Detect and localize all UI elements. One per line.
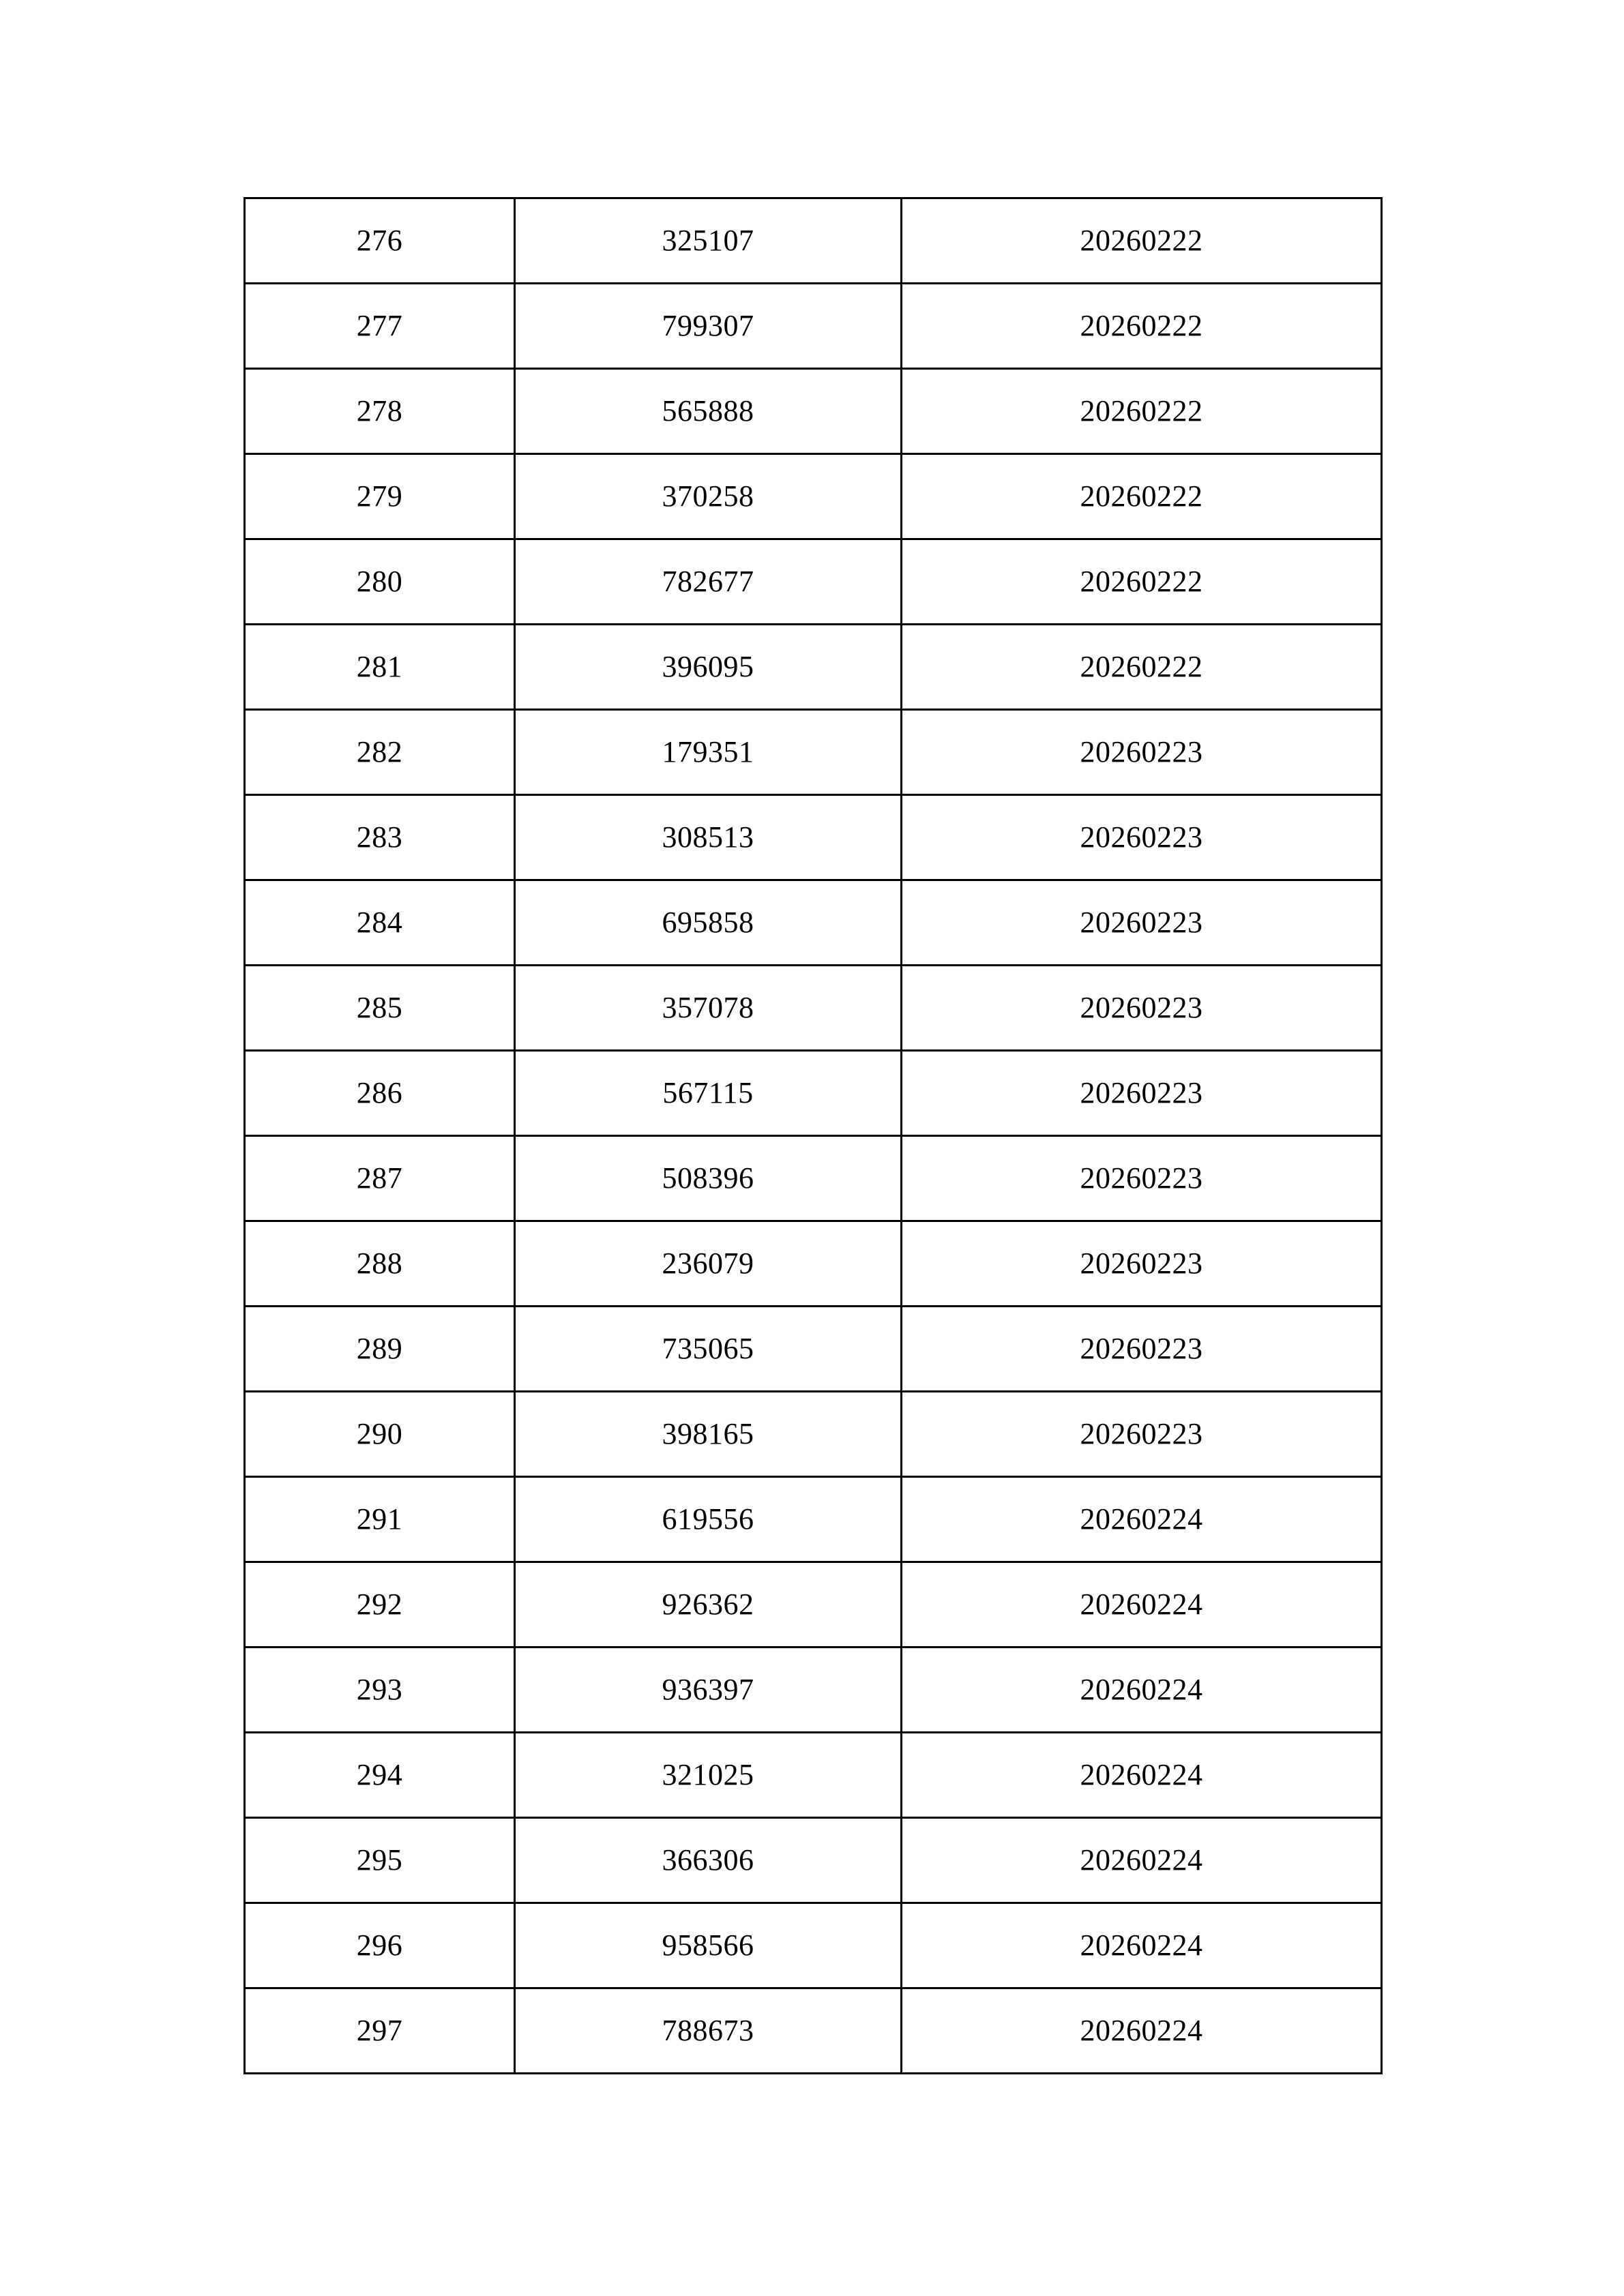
cell-value: 926362 — [515, 1562, 902, 1648]
cell-index: 285 — [245, 966, 515, 1051]
cell-value: 366306 — [515, 1818, 902, 1903]
cell-index: 281 — [245, 625, 515, 710]
cell-value: 788673 — [515, 1988, 902, 2074]
cell-date: 20260224 — [902, 1648, 1382, 1733]
table-row — [245, 1477, 1382, 1562]
cell-date: 20260222 — [902, 625, 1382, 710]
cell-index: 288 — [245, 1221, 515, 1307]
cell-index: 296 — [245, 1903, 515, 1988]
cell-index: 282 — [245, 710, 515, 795]
table-row — [245, 966, 1382, 1051]
cell-index: 277 — [245, 284, 515, 369]
cell-value: 179351 — [515, 710, 902, 795]
table-row — [245, 1818, 1382, 1903]
cell-date: 20260223 — [902, 1051, 1382, 1136]
cell-date: 20260222 — [902, 369, 1382, 454]
results-table-body — [245, 198, 1382, 2074]
cell-index: 279 — [245, 454, 515, 539]
cell-value: 396095 — [515, 625, 902, 710]
cell-date: 20260223 — [902, 880, 1382, 966]
cell-index: 297 — [245, 1988, 515, 2074]
cell-value: 321025 — [515, 1733, 902, 1818]
cell-date: 20260224 — [902, 1903, 1382, 1988]
cell-index: 280 — [245, 539, 515, 625]
cell-index: 284 — [245, 880, 515, 966]
cell-index: 292 — [245, 1562, 515, 1648]
cell-date: 20260222 — [902, 539, 1382, 625]
table-row — [245, 880, 1382, 966]
cell-value: 619556 — [515, 1477, 902, 1562]
cell-index: 286 — [245, 1051, 515, 1136]
cell-value: 936397 — [515, 1648, 902, 1733]
cell-index: 283 — [245, 795, 515, 880]
table-row — [245, 1733, 1382, 1818]
cell-date: 20260223 — [902, 1136, 1382, 1221]
cell-date: 20260222 — [902, 198, 1382, 284]
cell-date: 20260222 — [902, 284, 1382, 369]
cell-date: 20260224 — [902, 1818, 1382, 1903]
cell-date: 20260223 — [902, 795, 1382, 880]
cell-index: 290 — [245, 1392, 515, 1477]
cell-value: 565888 — [515, 369, 902, 454]
cell-index: 287 — [245, 1136, 515, 1221]
cell-date: 20260223 — [902, 966, 1382, 1051]
cell-value: 735065 — [515, 1307, 902, 1392]
table-row — [245, 795, 1382, 880]
table-row — [245, 1136, 1382, 1221]
results-table — [243, 197, 1383, 2074]
table-row — [245, 625, 1382, 710]
table-row — [245, 369, 1382, 454]
cell-date: 20260223 — [902, 710, 1382, 795]
cell-value: 695858 — [515, 880, 902, 966]
cell-value: 799307 — [515, 284, 902, 369]
cell-index: 276 — [245, 198, 515, 284]
table-row — [245, 1051, 1382, 1136]
table-row — [245, 1221, 1382, 1307]
cell-index: 291 — [245, 1477, 515, 1562]
table-row — [245, 198, 1382, 284]
cell-date: 20260224 — [902, 1988, 1382, 2074]
table-row — [245, 1562, 1382, 1648]
cell-date: 20260222 — [902, 454, 1382, 539]
cell-value: 782677 — [515, 539, 902, 625]
cell-value: 958566 — [515, 1903, 902, 1988]
table-row — [245, 284, 1382, 369]
table-row — [245, 454, 1382, 539]
cell-date: 20260224 — [902, 1477, 1382, 1562]
cell-value: 398165 — [515, 1392, 902, 1477]
cell-value: 236079 — [515, 1221, 902, 1307]
cell-date: 20260223 — [902, 1221, 1382, 1307]
cell-date: 20260223 — [902, 1392, 1382, 1477]
cell-date: 20260223 — [902, 1307, 1382, 1392]
table-row — [245, 1988, 1382, 2074]
cell-date: 20260224 — [902, 1562, 1382, 1648]
table-row — [245, 1392, 1382, 1477]
cell-value: 357078 — [515, 966, 902, 1051]
cell-value: 508396 — [515, 1136, 902, 1221]
table-row — [245, 1307, 1382, 1392]
cell-index: 293 — [245, 1648, 515, 1733]
table-row — [245, 1903, 1382, 1988]
table-row — [245, 539, 1382, 625]
cell-value: 567115 — [515, 1051, 902, 1136]
cell-value: 325107 — [515, 198, 902, 284]
cell-index: 289 — [245, 1307, 515, 1392]
cell-value: 370258 — [515, 454, 902, 539]
cell-date: 20260224 — [902, 1733, 1382, 1818]
table-row — [245, 710, 1382, 795]
cell-index: 295 — [245, 1818, 515, 1903]
table-row — [245, 1648, 1382, 1733]
cell-value: 308513 — [515, 795, 902, 880]
cell-index: 278 — [245, 369, 515, 454]
cell-index: 294 — [245, 1733, 515, 1818]
